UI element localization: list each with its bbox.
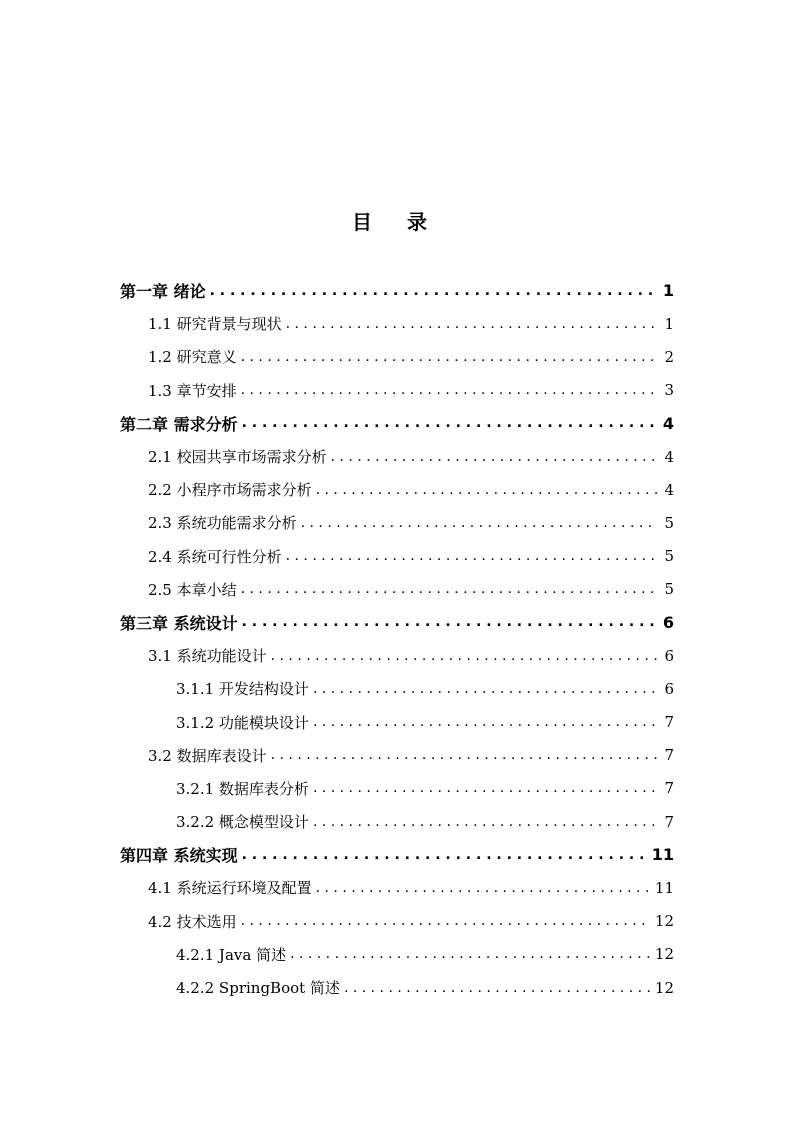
toc-page-number: 5 xyxy=(664,513,674,532)
table-of-contents xyxy=(120,274,674,1004)
toc-section-1-1[interactable] xyxy=(120,307,674,340)
toc-entry-title: 第二章 需求分析 xyxy=(120,414,238,434)
toc-page-number: 11 xyxy=(651,845,674,865)
toc-page-number: 7 xyxy=(664,746,674,765)
toc-subsection-3-1-1[interactable] xyxy=(120,672,674,705)
toc-section-2-2[interactable] xyxy=(120,473,674,506)
toc-entry-title: 2.5 本章小结 xyxy=(148,580,237,599)
toc-section-4-1[interactable] xyxy=(120,871,674,904)
toc-dot-leader xyxy=(241,913,651,929)
toc-entry-title: 1.1 研究背景与现状 xyxy=(148,315,282,334)
toc-entry-title: 2.1 校园共享市场需求分析 xyxy=(148,448,327,467)
toc-entry-title: 2.4 系统可行性分析 xyxy=(148,547,282,566)
toc-chapter-1[interactable] xyxy=(120,274,674,307)
toc-page-number: 3 xyxy=(664,381,674,400)
toc-dot-leader xyxy=(316,482,658,498)
toc-page-number: 1 xyxy=(662,281,674,301)
toc-dot-leader xyxy=(313,681,658,697)
toc-section-2-3[interactable] xyxy=(120,506,674,539)
toc-page-number: 5 xyxy=(664,580,674,599)
toc-entry-title: 第一章 绪论 xyxy=(120,282,206,302)
toc-chapter-2[interactable] xyxy=(120,407,674,440)
toc-section-4-2[interactable] xyxy=(120,905,674,938)
toc-page-number: 4 xyxy=(662,413,674,433)
toc-dot-leader xyxy=(242,415,658,431)
toc-page-number: 11 xyxy=(654,878,674,897)
toc-page-number: 2 xyxy=(664,347,674,366)
toc-page-number: 12 xyxy=(654,978,674,997)
toc-page-number: 7 xyxy=(664,812,674,831)
toc-section-1-3[interactable] xyxy=(120,374,674,407)
toc-entry-title: 4.1 系统运行环境及配置 xyxy=(148,879,312,898)
toc-subsection-4-2-2[interactable] xyxy=(120,971,674,1004)
toc-entry-title: 3.2 数据库表设计 xyxy=(148,746,267,765)
toc-dot-leader xyxy=(271,747,658,763)
toc-subsection-3-1-2[interactable] xyxy=(120,705,674,738)
toc-dot-leader xyxy=(313,714,658,730)
toc-entry-title: 4.2.2 SpringBoot 简述 xyxy=(176,979,340,998)
toc-dot-leader xyxy=(316,880,651,896)
toc-subsection-3-2-1[interactable] xyxy=(120,772,674,805)
toc-subsection-4-2-1[interactable] xyxy=(120,938,674,971)
toc-page-number: 7 xyxy=(664,779,674,798)
toc-dot-leader xyxy=(313,780,658,796)
toc-dot-leader xyxy=(313,814,658,830)
toc-subsection-3-2-2[interactable] xyxy=(120,805,674,838)
toc-page-number: 7 xyxy=(664,713,674,732)
toc-chapter-3[interactable] xyxy=(120,606,674,639)
toc-section-3-2[interactable] xyxy=(120,739,674,772)
toc-entry-title: 3.1.2 功能模块设计 xyxy=(176,713,309,732)
toc-dot-leader xyxy=(331,449,658,465)
toc-dot-leader xyxy=(210,283,658,299)
toc-entry-title: 4.2 技术选用 xyxy=(148,912,237,931)
toc-entry-title: 3.2.1 数据库表分析 xyxy=(176,779,309,798)
toc-entry-title: 1.2 研究意义 xyxy=(148,348,237,367)
toc-dot-leader xyxy=(286,316,658,332)
toc-entry-title: 4.2.1 Java 简述 xyxy=(176,945,287,964)
toc-page-number: 12 xyxy=(654,912,674,931)
toc-page-number: 4 xyxy=(664,447,674,466)
toc-page-number: 1 xyxy=(664,314,674,333)
toc-dot-leader xyxy=(344,980,651,996)
toc-entry-title: 2.3 系统功能需求分析 xyxy=(148,514,297,533)
toc-dot-leader xyxy=(242,847,648,863)
toc-page-number: 6 xyxy=(662,612,674,632)
toc-entry-title: 第三章 系统设计 xyxy=(120,613,238,633)
toc-dot-leader xyxy=(241,581,658,597)
toc-section-2-5[interactable] xyxy=(120,573,674,606)
toc-dot-leader xyxy=(241,382,658,398)
toc-section-2-1[interactable] xyxy=(120,440,674,473)
toc-entry-title: 3.1 系统功能设计 xyxy=(148,647,267,666)
toc-dot-leader xyxy=(290,946,651,962)
toc-page-number: 12 xyxy=(654,945,674,964)
toc-entry-title: 3.1.1 开发结构设计 xyxy=(176,680,309,699)
toc-dot-leader xyxy=(242,614,658,630)
toc-page-number: 6 xyxy=(664,646,674,665)
toc-section-1-2[interactable] xyxy=(120,340,674,373)
toc-dot-leader xyxy=(301,515,658,531)
toc-entry-title: 第四章 系统实现 xyxy=(120,846,238,866)
toc-dot-leader xyxy=(286,548,658,564)
toc-entry-title: 3.2.2 概念模型设计 xyxy=(176,813,309,832)
page-title: 目 录 xyxy=(352,210,441,234)
toc-entry-title: 1.3 章节安排 xyxy=(148,381,237,400)
toc-chapter-4[interactable] xyxy=(120,838,674,871)
toc-page-number: 5 xyxy=(664,547,674,566)
toc-dot-leader xyxy=(241,349,658,365)
toc-page-number: 6 xyxy=(664,679,674,698)
toc-section-2-4[interactable] xyxy=(120,540,674,573)
toc-section-3-1[interactable] xyxy=(120,639,674,672)
toc-page-number: 4 xyxy=(664,480,674,499)
toc-dot-leader xyxy=(271,648,658,664)
toc-entry-title: 2.2 小程序市场需求分析 xyxy=(148,481,312,500)
